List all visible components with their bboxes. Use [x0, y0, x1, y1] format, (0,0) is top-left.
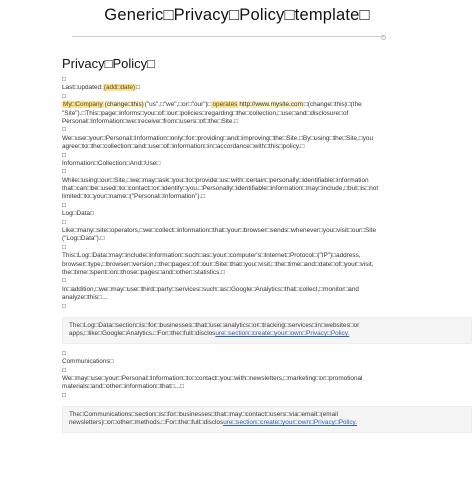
paragraph-line: This□Log□Data□may□include□information□such□as□your□computer's□Internet□Protocol□("IP")□address,	[62, 252, 361, 260]
paragraph-line: Like□many□site□operators,□we□collect□information□that□your□browser□sends□whenever□you□visit□our□Site	[62, 227, 377, 235]
paragraph-line: Personal□Information□we□receive□from□users□of□the□Site.□	[62, 117, 239, 125]
paragraph-line: While□using□our□Site,□we□may□ask□you□to□provide□us□with□certain□personally□identifiable□information	[62, 176, 369, 184]
paragraph-line: agree□to□the□collection□and□use□of□information□in□accordance□with□this□policy.□	[62, 143, 305, 151]
note-text: newsletters)□or□other□methods.□For□the□full□disclos	[69, 419, 224, 427]
paragraph-line: We□may□use□your□Personal□Information□to□contact□you□with□newsletters,□marketing□or□promotional	[62, 374, 363, 382]
empty-paragraph: □	[62, 151, 66, 159]
paragraph-line: browser□type,□browser□version,□the□pages□of□our□Site□that□you□visit,□the□time□and□date□of□your□visit,	[62, 260, 374, 268]
heading-information-collection: Information□Collection□And□Use□	[62, 159, 161, 167]
title-divider	[72, 36, 384, 37]
paragraph-line: limited□to□your□name□("Personal□Information").□	[62, 193, 206, 201]
paragraph-line: the□time□spent□on□those□pages□and□other□statistics.□	[62, 268, 225, 276]
paragraph-line: We□use□your□Personal□Information□only□for□providing□and□improving□the□Site.□By□using□the□Site,□you	[62, 134, 374, 142]
create-policy-link[interactable]: ure□section□create□your□own□Privacy□Policy.	[215, 330, 350, 338]
operates-text: operates	[212, 101, 238, 109]
site-url-link[interactable]: http://www.mysite.com	[239, 101, 303, 109]
note-line	[69, 419, 465, 427]
last-updated-line	[62, 84, 474, 92]
document-title: Generic□Privacy□Policy□template□	[104, 6, 370, 24]
section-title: Privacy□Policy□	[62, 56, 155, 71]
empty-paragraph: □	[62, 391, 66, 399]
heading-log-data: Log□Data□	[62, 210, 94, 218]
document-body	[62, 76, 474, 492]
note-line: The□Communications□section□is□for□businesses□that□may□contact□users□via□email□(email	[69, 411, 339, 419]
empty-paragraph: □	[62, 277, 66, 285]
last-updated-label: Last□updated:	[62, 84, 103, 92]
note-text: apps,□like□Google□Analytics.□For□the□full□disclos	[69, 330, 216, 338]
paragraph-line: that□can□be□used□to□contact□or□identify□you.□Personally□identifiable□information□may□include,□but□is□not	[62, 185, 379, 193]
heading-communications: Communications□	[62, 358, 114, 366]
intro-text: ("us",□"we",□or□"our")□	[144, 101, 212, 109]
paragraph-line: ("Log□Data").□	[62, 235, 105, 243]
log-data-note	[62, 317, 472, 344]
note-line: The□Log□Data□section□is□for□businesses□that□use□analytics□or□tracking□services□in□websites□or	[69, 321, 360, 329]
paragraph-line: "Site").□This□page□informs□you□of□our□policies□regarding□the□collection,□use□and□disclosure□of	[62, 109, 349, 117]
date-placeholder: (add□date)	[103, 84, 136, 92]
paragraph-line: materials□and□other□information□that□...□	[62, 383, 184, 391]
empty-paragraph: □	[62, 218, 66, 226]
change-this-note: □(change□this)□(the	[303, 101, 362, 109]
empty-paragraph: □	[62, 302, 66, 310]
empty-paragraph: □	[62, 126, 66, 134]
communications-note	[62, 406, 472, 433]
intro-line	[62, 101, 474, 109]
company-placeholder: My□Company	[63, 101, 103, 109]
empty-paragraph: □	[62, 201, 66, 209]
paragraph-line: In□addition,□we□may□use□third□party□services□such□as□Google□Analytics□that□collect,□monitor□and	[62, 285, 359, 293]
paragraph-line: analyze□this□…	[62, 294, 109, 302]
note-line	[69, 330, 465, 338]
empty-paragraph: □	[62, 366, 66, 374]
empty-paragraph: □	[62, 168, 66, 176]
empty-paragraph: □	[62, 76, 66, 83]
change-this-note: (change□this)	[104, 101, 144, 109]
pilcrow: □	[136, 84, 140, 92]
empty-paragraph: □	[62, 349, 66, 357]
empty-paragraph: □	[62, 243, 66, 251]
create-policy-link[interactable]: ure□section□create□your□own□Privacy□Policy.	[223, 419, 358, 427]
empty-paragraph: □	[62, 92, 66, 100]
